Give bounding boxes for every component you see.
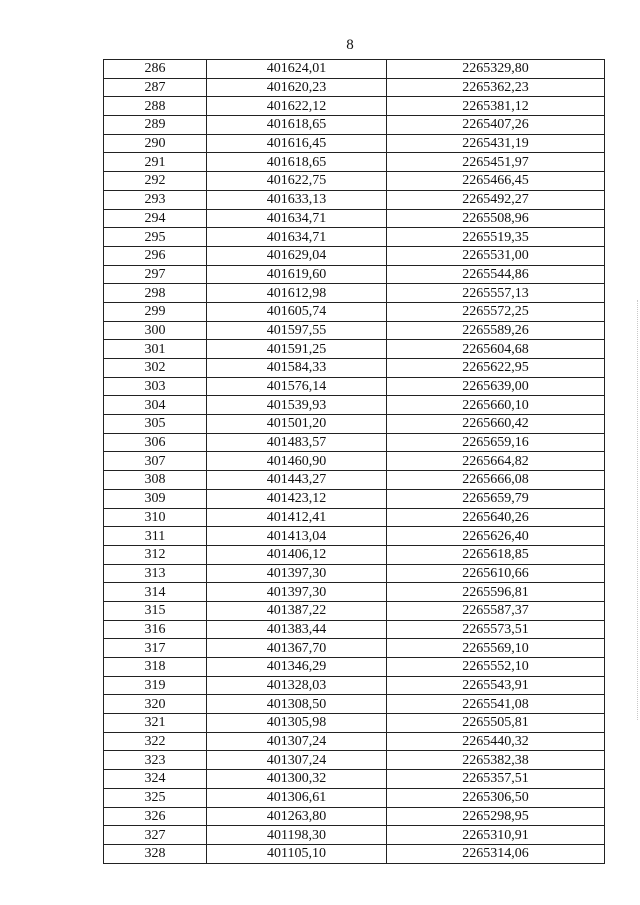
x-coordinate-cell: 401406,12 — [207, 545, 387, 564]
y-coordinate-cell: 2265298,95 — [387, 807, 605, 826]
x-coordinate-cell: 401367,70 — [207, 639, 387, 658]
y-coordinate-cell: 2265519,35 — [387, 228, 605, 247]
x-coordinate-cell: 401198,30 — [207, 826, 387, 845]
x-coordinate-cell: 401483,57 — [207, 433, 387, 452]
x-coordinate-cell: 401307,24 — [207, 732, 387, 751]
point-number-cell: 291 — [104, 153, 207, 172]
x-coordinate-cell: 401624,01 — [207, 60, 387, 79]
y-coordinate-cell: 2265639,00 — [387, 377, 605, 396]
x-coordinate-cell: 401634,71 — [207, 228, 387, 247]
y-coordinate-cell: 2265541,08 — [387, 695, 605, 714]
y-coordinate-cell: 2265660,10 — [387, 396, 605, 415]
table-row — [104, 508, 605, 527]
point-number-cell: 309 — [104, 489, 207, 508]
table-row — [104, 695, 605, 714]
table-row — [104, 601, 605, 620]
point-number-cell: 295 — [104, 228, 207, 247]
y-coordinate-cell: 2265587,37 — [387, 601, 605, 620]
x-coordinate-cell: 401618,65 — [207, 116, 387, 135]
table-row — [104, 265, 605, 284]
point-number-cell: 327 — [104, 826, 207, 845]
y-coordinate-cell: 2265382,38 — [387, 751, 605, 770]
x-coordinate-cell: 401634,71 — [207, 209, 387, 228]
page-number: 8 — [346, 37, 354, 53]
table-row — [104, 415, 605, 434]
y-coordinate-cell: 2265505,81 — [387, 714, 605, 733]
x-coordinate-cell: 401383,44 — [207, 620, 387, 639]
table-row — [104, 770, 605, 789]
x-coordinate-cell: 401501,20 — [207, 415, 387, 434]
x-coordinate-cell: 401591,25 — [207, 340, 387, 359]
point-number-cell: 317 — [104, 639, 207, 658]
table-row — [104, 228, 605, 247]
y-coordinate-cell: 2265626,40 — [387, 527, 605, 546]
point-number-cell: 301 — [104, 340, 207, 359]
y-coordinate-cell: 2265618,85 — [387, 545, 605, 564]
point-number-cell: 323 — [104, 751, 207, 770]
point-number-cell: 290 — [104, 134, 207, 153]
y-coordinate-cell: 2265407,26 — [387, 116, 605, 135]
x-coordinate-cell: 401612,98 — [207, 284, 387, 303]
point-number-cell: 313 — [104, 564, 207, 583]
point-number-cell: 296 — [104, 246, 207, 265]
point-number-cell: 305 — [104, 415, 207, 434]
x-coordinate-cell: 401397,30 — [207, 583, 387, 602]
x-coordinate-cell: 401413,04 — [207, 527, 387, 546]
table-row — [104, 844, 605, 863]
y-coordinate-cell: 2265314,06 — [387, 844, 605, 863]
table-row — [104, 359, 605, 378]
point-number-cell: 300 — [104, 321, 207, 340]
table-row — [104, 545, 605, 564]
table-row — [104, 639, 605, 658]
table-row — [104, 246, 605, 265]
y-coordinate-cell: 2265610,66 — [387, 564, 605, 583]
point-number-cell: 303 — [104, 377, 207, 396]
x-coordinate-cell: 401539,93 — [207, 396, 387, 415]
x-coordinate-cell: 401629,04 — [207, 246, 387, 265]
x-coordinate-cell: 401263,80 — [207, 807, 387, 826]
point-number-cell: 297 — [104, 265, 207, 284]
table-row — [104, 321, 605, 340]
table-row — [104, 471, 605, 490]
page-edge-dots — [635, 300, 638, 720]
table-row — [104, 489, 605, 508]
table-row — [104, 209, 605, 228]
table-row — [104, 714, 605, 733]
table-row — [104, 60, 605, 79]
y-coordinate-cell: 2265381,12 — [387, 97, 605, 116]
y-coordinate-cell: 2265573,51 — [387, 620, 605, 639]
point-number-cell: 325 — [104, 788, 207, 807]
x-coordinate-cell: 401387,22 — [207, 601, 387, 620]
table-row — [104, 153, 605, 172]
y-coordinate-cell: 2265531,00 — [387, 246, 605, 265]
y-coordinate-cell: 2265310,91 — [387, 826, 605, 845]
y-coordinate-cell: 2265451,97 — [387, 153, 605, 172]
y-coordinate-cell: 2265557,13 — [387, 284, 605, 303]
point-number-cell: 299 — [104, 302, 207, 321]
y-coordinate-cell: 2265466,45 — [387, 172, 605, 191]
table-row — [104, 452, 605, 471]
table-row — [104, 751, 605, 770]
table-row — [104, 340, 605, 359]
x-coordinate-cell: 401619,60 — [207, 265, 387, 284]
x-coordinate-cell: 401622,75 — [207, 172, 387, 191]
x-coordinate-cell: 401584,33 — [207, 359, 387, 378]
point-number-cell: 314 — [104, 583, 207, 602]
y-coordinate-cell: 2265666,08 — [387, 471, 605, 490]
y-coordinate-cell: 2265660,42 — [387, 415, 605, 434]
table-row — [104, 732, 605, 751]
y-coordinate-cell: 2265552,10 — [387, 658, 605, 677]
point-number-cell: 306 — [104, 433, 207, 452]
table-row — [104, 788, 605, 807]
x-coordinate-cell: 401412,41 — [207, 508, 387, 527]
table-row — [104, 433, 605, 452]
y-coordinate-cell: 2265306,50 — [387, 788, 605, 807]
y-coordinate-cell: 2265640,26 — [387, 508, 605, 527]
table-row — [104, 78, 605, 97]
y-coordinate-cell: 2265431,19 — [387, 134, 605, 153]
point-number-cell: 316 — [104, 620, 207, 639]
x-coordinate-cell: 401597,55 — [207, 321, 387, 340]
coordinates-table — [103, 59, 605, 864]
point-number-cell: 308 — [104, 471, 207, 490]
point-number-cell: 288 — [104, 97, 207, 116]
y-coordinate-cell: 2265659,16 — [387, 433, 605, 452]
point-number-cell: 319 — [104, 676, 207, 695]
x-coordinate-cell: 401616,45 — [207, 134, 387, 153]
y-coordinate-cell: 2265362,23 — [387, 78, 605, 97]
table-row — [104, 583, 605, 602]
point-number-cell: 294 — [104, 209, 207, 228]
point-number-cell: 312 — [104, 545, 207, 564]
x-coordinate-cell: 401305,98 — [207, 714, 387, 733]
point-number-cell: 304 — [104, 396, 207, 415]
table-row — [104, 620, 605, 639]
x-coordinate-cell: 401300,32 — [207, 770, 387, 789]
table-row — [104, 284, 605, 303]
x-coordinate-cell: 401605,74 — [207, 302, 387, 321]
point-number-cell: 315 — [104, 601, 207, 620]
point-number-cell: 322 — [104, 732, 207, 751]
x-coordinate-cell: 401620,23 — [207, 78, 387, 97]
y-coordinate-cell: 2265357,51 — [387, 770, 605, 789]
point-number-cell: 310 — [104, 508, 207, 527]
y-coordinate-cell: 2265508,96 — [387, 209, 605, 228]
table-row — [104, 97, 605, 116]
point-number-cell: 320 — [104, 695, 207, 714]
x-coordinate-cell: 401397,30 — [207, 564, 387, 583]
x-coordinate-cell: 401105,10 — [207, 844, 387, 863]
table-row — [104, 826, 605, 845]
y-coordinate-cell: 2265664,82 — [387, 452, 605, 471]
x-coordinate-cell: 401622,12 — [207, 97, 387, 116]
point-number-cell: 321 — [104, 714, 207, 733]
point-number-cell: 298 — [104, 284, 207, 303]
x-coordinate-cell: 401618,65 — [207, 153, 387, 172]
point-number-cell: 318 — [104, 658, 207, 677]
y-coordinate-cell: 2265440,32 — [387, 732, 605, 751]
point-number-cell: 326 — [104, 807, 207, 826]
point-number-cell: 328 — [104, 844, 207, 863]
table-row — [104, 377, 605, 396]
table-row — [104, 658, 605, 677]
y-coordinate-cell: 2265544,86 — [387, 265, 605, 284]
x-coordinate-cell: 401443,27 — [207, 471, 387, 490]
point-number-cell: 292 — [104, 172, 207, 191]
x-coordinate-cell: 401307,24 — [207, 751, 387, 770]
point-number-cell: 302 — [104, 359, 207, 378]
y-coordinate-cell: 2265543,91 — [387, 676, 605, 695]
point-number-cell: 287 — [104, 78, 207, 97]
x-coordinate-cell: 401576,14 — [207, 377, 387, 396]
coordinates-table-body — [104, 60, 605, 864]
y-coordinate-cell: 2265329,80 — [387, 60, 605, 79]
table-row — [104, 302, 605, 321]
y-coordinate-cell: 2265604,68 — [387, 340, 605, 359]
point-number-cell: 324 — [104, 770, 207, 789]
y-coordinate-cell: 2265596,81 — [387, 583, 605, 602]
x-coordinate-cell: 401308,50 — [207, 695, 387, 714]
point-number-cell: 286 — [104, 60, 207, 79]
y-coordinate-cell: 2265569,10 — [387, 639, 605, 658]
table-row — [104, 172, 605, 191]
table-row — [104, 527, 605, 546]
y-coordinate-cell: 2265622,95 — [387, 359, 605, 378]
table-row — [104, 676, 605, 695]
point-number-cell: 289 — [104, 116, 207, 135]
y-coordinate-cell: 2265659,79 — [387, 489, 605, 508]
table-row — [104, 116, 605, 135]
x-coordinate-cell: 401328,03 — [207, 676, 387, 695]
table-row — [104, 134, 605, 153]
x-coordinate-cell: 401306,61 — [207, 788, 387, 807]
y-coordinate-cell: 2265572,25 — [387, 302, 605, 321]
x-coordinate-cell: 401633,13 — [207, 190, 387, 209]
x-coordinate-cell: 401423,12 — [207, 489, 387, 508]
point-number-cell: 307 — [104, 452, 207, 471]
y-coordinate-cell: 2265492,27 — [387, 190, 605, 209]
x-coordinate-cell: 401460,90 — [207, 452, 387, 471]
table-row — [104, 396, 605, 415]
table-row — [104, 807, 605, 826]
y-coordinate-cell: 2265589,26 — [387, 321, 605, 340]
table-row — [104, 564, 605, 583]
point-number-cell: 293 — [104, 190, 207, 209]
x-coordinate-cell: 401346,29 — [207, 658, 387, 677]
point-number-cell: 311 — [104, 527, 207, 546]
table-row — [104, 190, 605, 209]
